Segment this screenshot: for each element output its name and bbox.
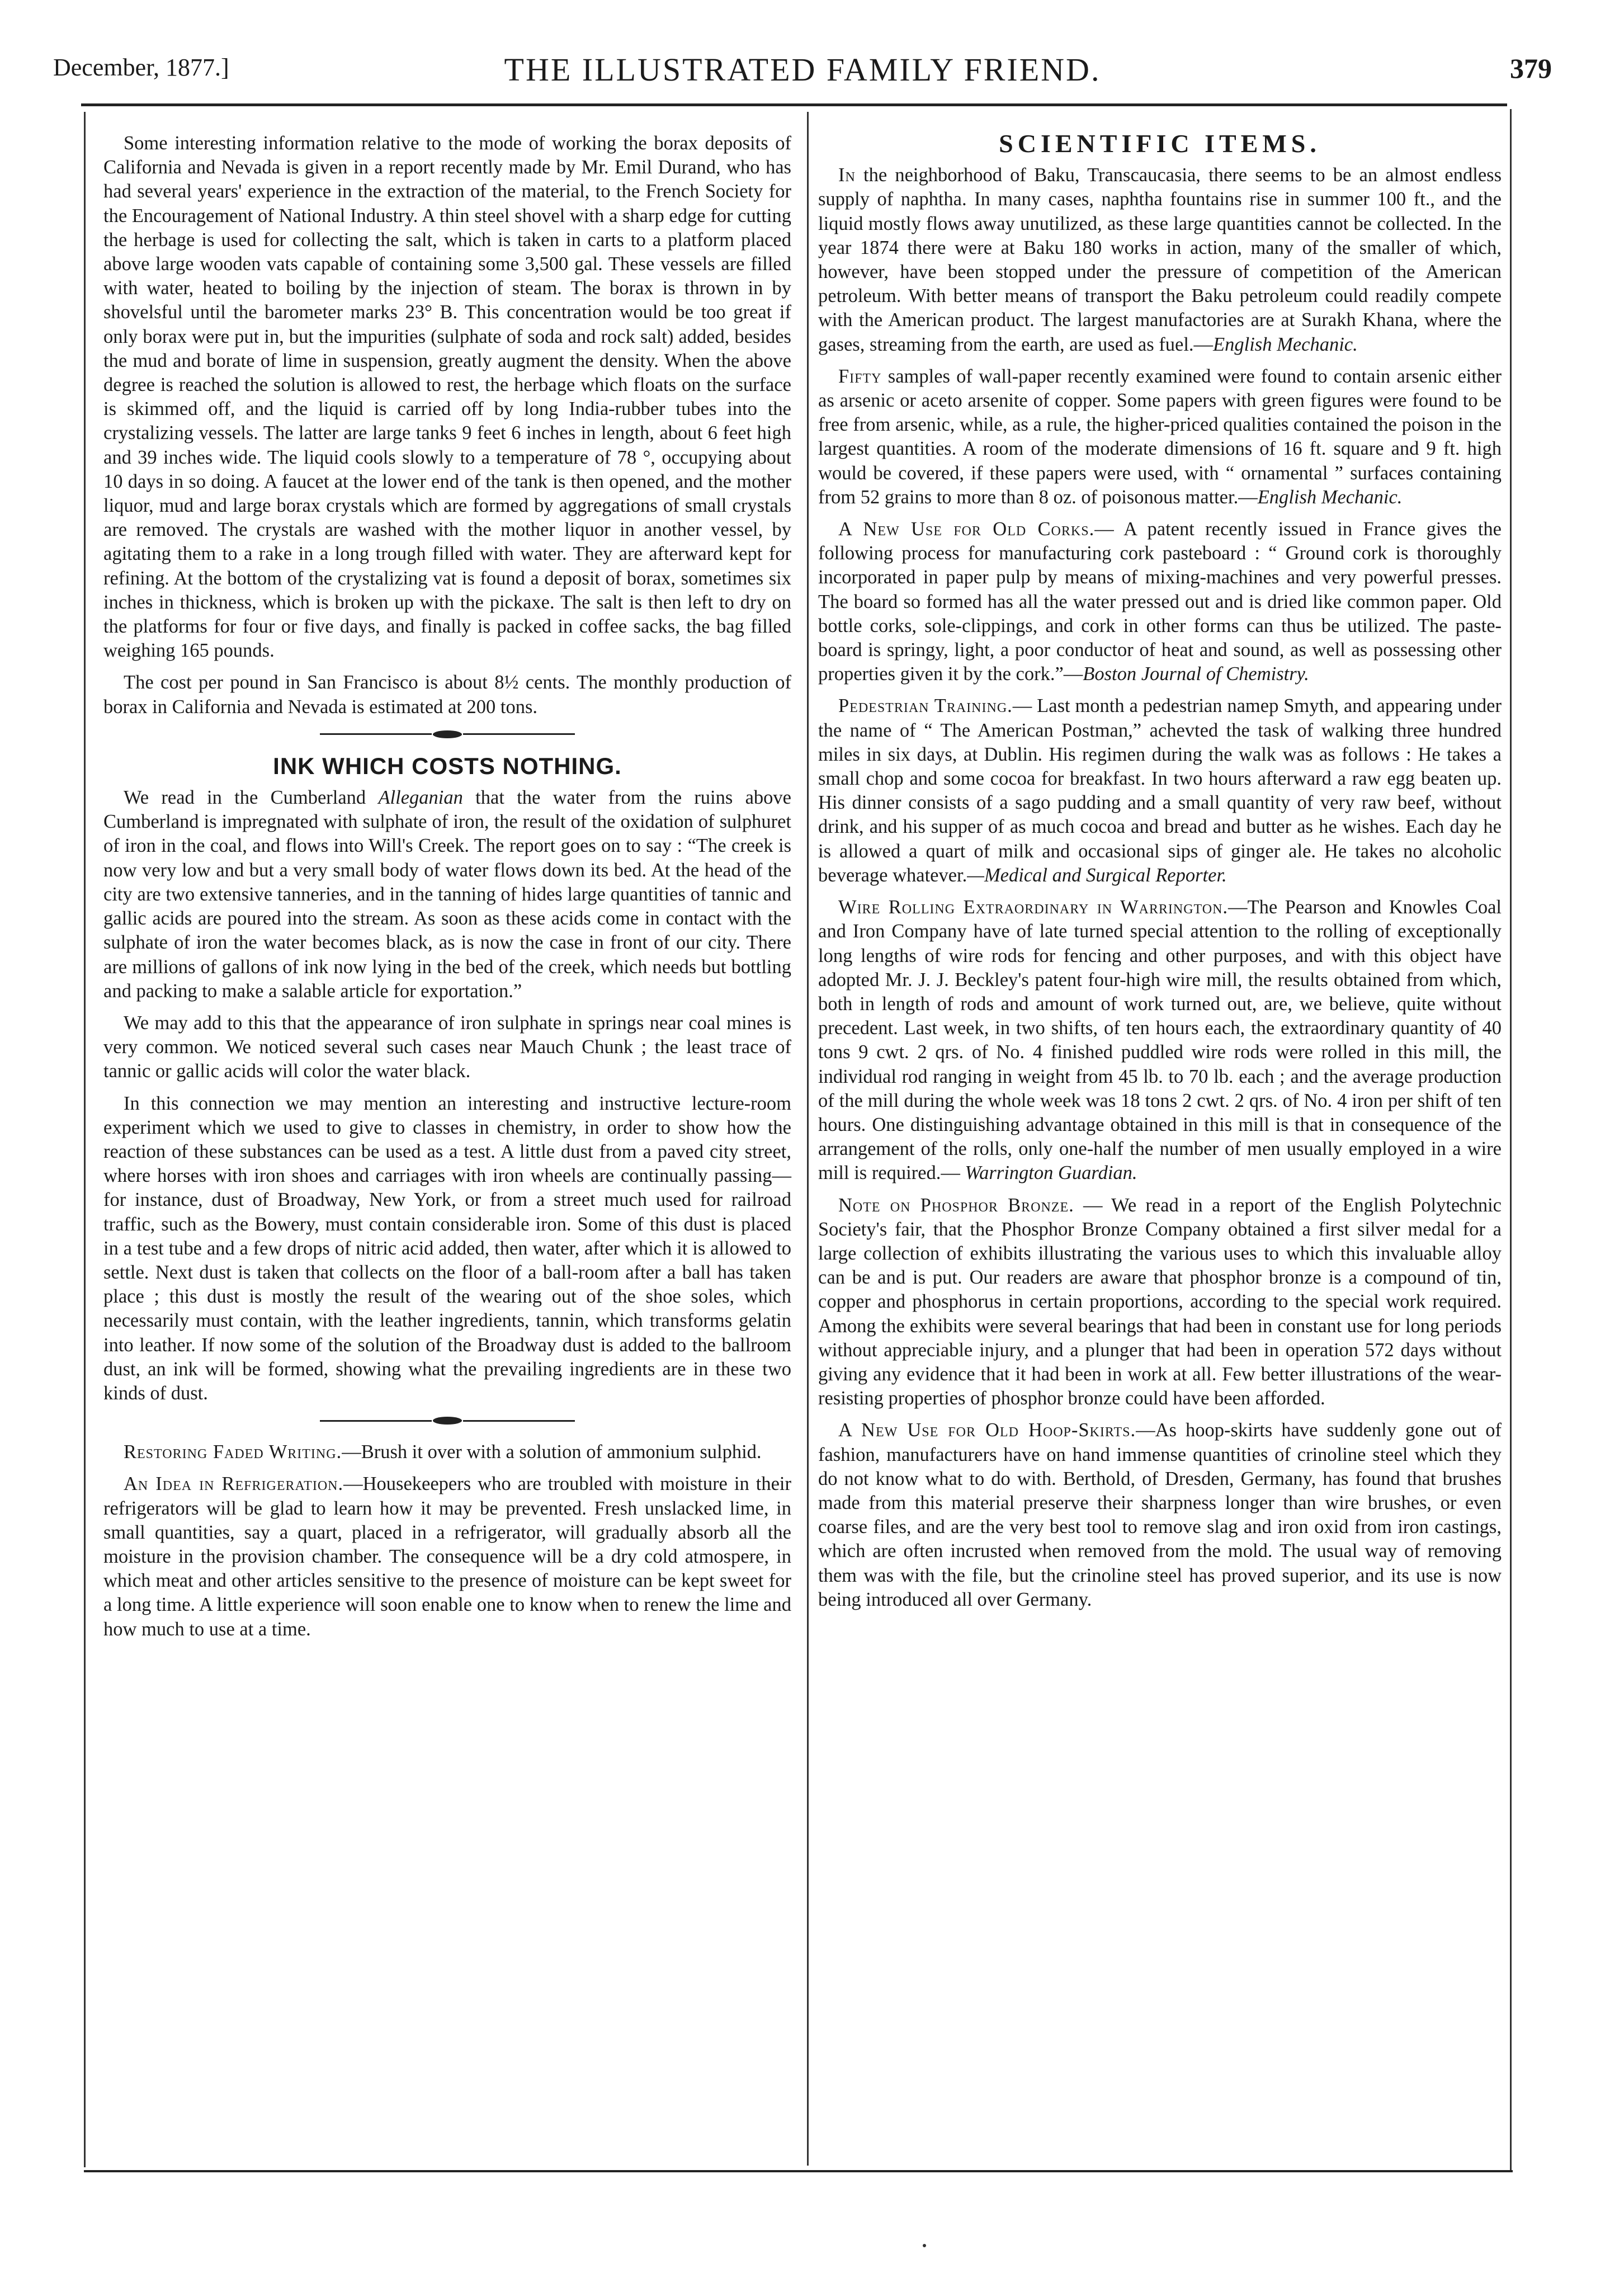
item-lead: Note on Phosphor Bronze.: [838, 1194, 1074, 1216]
section-separator-ornament: [103, 729, 791, 739]
item-source: Warrington Guardian.: [965, 1162, 1137, 1184]
separator-line: [463, 733, 575, 735]
section-separator-ornament: [103, 1416, 791, 1426]
ink-paragraph-2: We may add to this that the appearance of iron sulphate in springs near coal mines is very common. We noticed several such cases near Mauch Chunk ; the least trace of tannic or gallic acids will color the water black.: [103, 1012, 791, 1082]
article-ink: [103, 754, 791, 1406]
print-speck: [923, 2244, 926, 2247]
item-text: samples of wall-paper recently examined were found to contain arsenic either as arsenic or aceto arsenite of copper. Some papers with green figures were found to be free from arsenic, while, as a rule, the higher-priced qualities contained the poison in the largest quantities. A room of the moderate dimensions of 16 ft. square and 9 ft. high would be covered, if these papers were used, with “ ornamental ” surfaces containing from 52 grains to more than 8 oz. of poisonous matter.—: [818, 365, 1502, 508]
item-lead: Fifty: [838, 365, 882, 387]
item-source: —Medical and Surgical Reporter.: [967, 864, 1227, 886]
column-divider: [807, 112, 809, 2166]
right-column: [818, 131, 1502, 1620]
item-text: the neighborhood of Baku, Transcaucasia, there seems to be an almost endless supply of naphtha. In many cases, naphtha fountains rise in summer 100 ft., and the liquid mostly flows away unutilized, as these large quantities cannot be collected. In the year 1874 there were at Baku 180 works in action, many of the smaller of which, however, have been stopped under the pressure of competition of the American petroleum. With better means of transport the Baku petroleum could readily compete with the American product. The largest manufactories are at Surakh Khana, where the gases, streaming from the earth, are used as fuel.—: [818, 164, 1502, 355]
item-source: Boston Journal of Chemistry.: [1083, 663, 1309, 685]
item-pedestrian-training: [818, 694, 1502, 888]
item-lead: A New Use for Old Corks.: [838, 518, 1095, 540]
item-phosphor-bronze: [818, 1194, 1502, 1411]
separator-line: [463, 1420, 575, 1422]
separator-line: [320, 1420, 432, 1422]
item-wallpaper-arsenic: [818, 365, 1502, 510]
right-frame-rule: [1510, 109, 1512, 2170]
article-borax: [103, 131, 791, 719]
item-text: —The Pearson and Knowles Coal and Iron Company have of late turned special attention to the rolling of exceptionally long lengths of wire rods for fencing and other purposes, and with this object have adopted Mr. J. J. Beckley's patent four-high wire mill, the results obtained from which, both in length of rods and amount of work turned out, are, we believe, quite without precedent. Last week, in two shifts, of ten hours each, the extraordinary quantity of 40 tons 9 cwt. 2 qrs. of No. 4 finished puddled wire rods were rolled in this mill, the individual rod ranging in weight from 45 lb. to 70 lb. each ; and the average production of the mill during the whole week was 18 tons 2 cwt. 2 qrs. of No. 4 iron per shift of ten hours. One distinguishing advantage obtained in this mill is that in consequence of the arrangement of the rolls, only one-half the number of men usually employed in a wire mill is required.—: [818, 897, 1502, 1184]
page-number: 379: [1510, 53, 1552, 84]
separator-knob: [433, 1417, 462, 1425]
item-baku-naphtha: [818, 163, 1502, 357]
borax-paragraph-2: The cost per pound in San Francisco is about 8½ cents. The monthly production of borax in California and Nevada is estimated at 200 tons.: [103, 672, 791, 718]
item-old-corks: [818, 517, 1502, 686]
item-hoop-skirts: [818, 1418, 1502, 1612]
borax-paragraph-1: Some interesting information relative to the mode of working the borax deposits of California and Nevada is given in a report recently made by Mr. Emil Durand, who has had several years' experience in the extraction of the material, to the French Society for the Encouragement of National Industry. A thin steel shovel with a sharp edge for cutting the herbage is used for collecting the salt, which is taken in carts to a platform placed above large wooden vats capable of containing some 3,500 gal. These vessels are filled with water, heated to boiling by the injection of steam. The borax is thrown in by shovelsful until the barometer marks 23° B. This concentration would be too great if only borax were put in, but the impurities (sulphate of soda and rock salt) added, besides the mud and borate of lime in suspension, greatly augment the density. When the above degree is reached the solution is allowed to rest, the herbage which floats on the surface is skimmed off, and the liquid is carried off by long India-rubber tubes into the crystalizing vessels. The latter are large tanks 9 feet 6 inches in length, about 6 feet high and 39 inches wide. The liquid cools slowly to a temperature of 78 °, occupying about 10 days in so doing. A faucet at the lower end of the tank is then opened, and the mother liquor, mud and large borax crystals which are formed by aggregations of small crystals are removed. The crystals are washed with the mother liquor in another vessel, by agitating them to a rake in a long trough filled with water. They are afterward kept for refining. At the bottom of the crystalizing vat is found a deposit of borax, sometimes six inches in thickness, which is broken up with the pickaxe. The salt is then left to dry on the platforms for four or five days, and finally is packed in coffee sacks, the bag filled weighing 165 pounds.: [103, 133, 791, 662]
item-restoring-writing: [103, 1440, 791, 1464]
item-lead: In: [838, 164, 856, 186]
item-text: — We read in a report of the English Polytechnic Society's fair, that the Phosphor Bronze Company obtained a first silver medal for a large collection of exhibits illustrating the various uses to which this invaluable alloy can be and is put. Our readers are aware that phosphor bronze is a compound of tin, copper and phosphorus in certain proportions, according to the special work required. Among the exhibits were several bearings that had been in constant use for long periods without appreciable injury, and a plunger that had been in operation 572 days without giving any evidence that it had been in work at all. Few better illustrations of the wear-resisting properties of phosphor bronze could have been afforded.: [818, 1194, 1502, 1409]
item-wire-rolling: [818, 895, 1502, 1185]
ink-article-title: INK WHICH COSTS NOTHING.: [273, 752, 622, 779]
ink-paragraph-1: [103, 786, 791, 1003]
publication-title: THE ILLUSTRATED FAMILY FRIEND.: [504, 51, 1101, 88]
item-text: —As hoop-skirts have suddenly gone out of fashion, manufacturers have on hand immense quantities of crinoline steel which they do not know what to do with. Berthold, of Dresden, Germany, has found that brushes made from this material preserve their sharpness longer than wire brushes, or even coarse files, and are the very best tool to remove slag and iron oxid from iron castings, which are often incrusted when removed from the mold. The usual way of removing them was with the file, but the crinoline steel has proved superior, and its use is now being introduced all over Germany.: [818, 1419, 1502, 1610]
item-source: English Mechanic.: [1213, 333, 1358, 355]
ink-newspaper-name: Alleganian: [378, 787, 463, 809]
separator-line: [320, 733, 432, 735]
left-frame-rule: [84, 112, 86, 2167]
separator-knob: [433, 730, 462, 738]
ink-paragraph-3: In this connection we may mention an interesting and instructive lecture-room experiment which we used to give to classes in chemistry, in order to show how the reaction of these substances can be used as a test. A little dust from a paved city street, where horses with iron shoes and carriages with iron wheels are continually passing—for instance, dust of Broadway, New York, or from a street much used for railroad traffic, such as the Bowery, must contain considerable iron. Some of this dust is placed in a test tube and a few drops of nitric acid added, then water, after which it is allowed to settle. Next dust is taken that collects on the floor of a ball-room after a ball has taken place ; this dust is mostly the result of the wearing out of the shoe soles, which necessarily must contain, with the leather ingredients, tannin, which transforms gelatin into leather. If now some of the solution of the Broadway dust is added to the ballroom dust, an ink will be formed, showing what the prevailing ingredients are in these two kinds of dust.: [103, 1092, 791, 1404]
scientific-items-title: SCIENTIFIC ITEMS.: [999, 129, 1321, 158]
item-lead: Restoring Faded Writing.: [124, 1441, 342, 1463]
item-text: — A patent recently issued in France gives the following process for manufacturing cork pasteboard : “ Ground cork is thoroughly incorporated in paper pulp by means of mixing-machines and very powerful presses. The board so formed has all the water pressed out and is dried like common paper. Old bottle corks, sole-clippings, and cork in other forms can thus be utilized. The paste-board is springy, light, a poor conductor of heat and sound, as well as possessing other properties given it by the cork.”—: [818, 518, 1502, 685]
item-refrigeration: [103, 1472, 791, 1641]
page-header: [53, 53, 1552, 92]
issue-date: December, 1877.]: [53, 54, 229, 81]
item-text: —Housekeepers who are troubled with moisture in their refrigerators will be glad to learn how it may be prevented. Fresh unslacked lime, in small quantities, say a quart, placed in a refrigerator, will gradually absorb all the moisture in the provision chamber. The consequence will be a dry cold atmospere, in which meat and other articles sensitive to the presence of moisture can be kept sweet for a long time. A little experience will soon enable one to know when to renew the lime and how much to use at a time.: [103, 1473, 791, 1640]
left-column: [103, 131, 791, 1649]
item-lead: Wire Rolling Extraordinary in Warrington.: [838, 897, 1229, 918]
item-lead: A New Use for Old Hoop-Skirts.: [838, 1419, 1136, 1441]
ink-p1-text-b: that the water from the ruins above Cumberland is impregnated with sulphate of iron, the result of the oxidation of sulphuret of iron in the coal, and flows into Will's Creek. The report goes on to say : “The creek is now very low and but a very small body of water flows down its bed. At the head of the city are two extensive tanneries, and in the tanning of hides large quantities of tannic and gallic acids are poured into the stream. As soon as these acids come in contact with the sulphate of iron the water becomes black, as is now the case in front of our city. There are millions of gallons of ink now lying in the bed of the creek, which needs but bottling and packing to make a salable article for exportation.”: [103, 787, 791, 1002]
item-source: English Mechanic.: [1257, 486, 1403, 508]
item-lead: Pedestrian Training.: [838, 695, 1013, 717]
ink-p1-text-a: We read in the Cumberland: [124, 787, 379, 809]
item-text: —Brush it over with a solution of ammonium sulphid.: [342, 1441, 762, 1463]
item-lead: An Idea in Refrigeration.: [124, 1473, 344, 1495]
header-rule: [81, 103, 1507, 106]
footer-rule: [84, 2170, 1513, 2172]
item-text: — Last month a pedestrian namep Smyth, and appearing under the name of “ The American Postman,” achevted the task of walking three hundred miles in six days, at Dublin. His regimen during the walk was as follows : He takes a small chop and some cocoa for breakfast. In two hours afterward a raw egg beaten up. His dinner consists of a sago pudding and a small quantity of very raw beef, without drink, and his supper of as much cocoa and bread and butter as he wishes. Each day he is allowed a quart of milk and occasional sips of ginger ale. He takes no alcoholic beverage whatever.: [818, 695, 1502, 886]
